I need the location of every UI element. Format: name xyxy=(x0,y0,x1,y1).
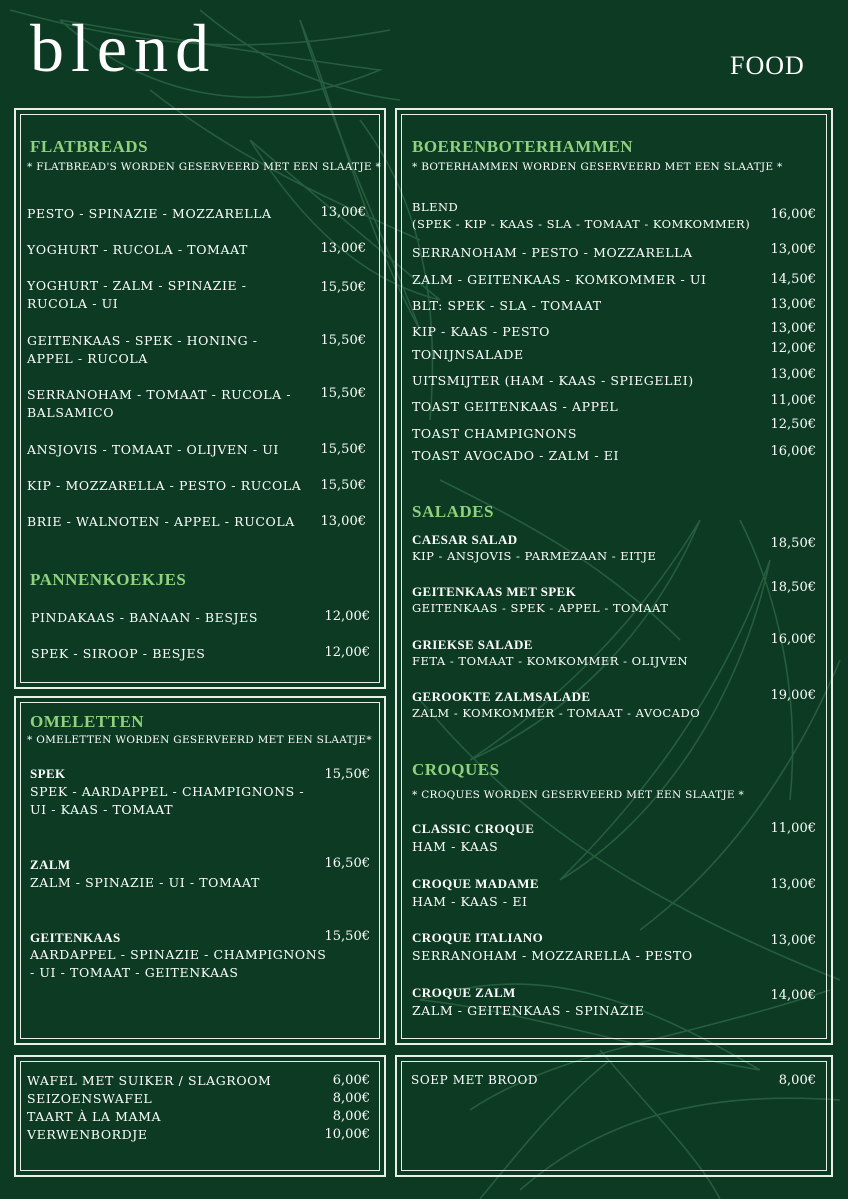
item-detail: HAM - KAAS - EI xyxy=(412,894,528,909)
price: 12,00€ xyxy=(324,609,370,624)
price: 13,00€ xyxy=(770,367,816,382)
price: 15,50€ xyxy=(324,767,370,782)
price: 19,00€ xyxy=(770,688,816,703)
item-detail: KIP - ANSJOVIS - PARMEZAAN - EITJE xyxy=(412,549,657,563)
price: 12,50€ xyxy=(770,417,816,432)
price: 10,00€ xyxy=(324,1127,370,1142)
section-title: FOOD xyxy=(730,51,805,80)
list-item: YOGHURT - ZALM - SPINAZIE - xyxy=(27,278,247,293)
list-item: TOAST CHAMPIGNONS xyxy=(412,426,577,441)
list-item: SERRANOHAM - PESTO - MOZZARELLA xyxy=(412,245,693,260)
price: 14,50€ xyxy=(770,272,816,287)
price: 14,00€ xyxy=(770,988,816,1003)
list-item: TOAST GEITENKAAS - APPEL xyxy=(412,399,619,414)
croques-heading: CROQUES xyxy=(412,760,500,779)
item-detail: (SPEK - KIP - KAAS - SLA - TOMAAT - KOMKOMMER) xyxy=(412,217,751,231)
list-item: APPEL - RUCOLA xyxy=(27,351,148,366)
list-item: TOAST AVOCADO - ZALM - EI xyxy=(412,448,620,463)
price: 11,00€ xyxy=(770,393,816,408)
item-detail: ZALM - GEITENKAAS - SPINAZIE xyxy=(412,1003,645,1018)
price: 12,00€ xyxy=(770,341,816,356)
price: 16,00€ xyxy=(770,207,816,222)
flatbreads-note: * FLATBREAD'S WORDEN GESERVEERD MET EEN SLAATJE * xyxy=(27,161,382,173)
flatbreads-heading: FLATBREADS xyxy=(30,137,149,156)
price: 13,00€ xyxy=(320,241,366,256)
list-item: GEITENKAAS - SPEK - HONING - xyxy=(27,333,258,348)
boterhammen-heading: BOERENBOTERHAMMEN xyxy=(412,137,634,156)
price: 16,50€ xyxy=(324,856,370,871)
price: 13,00€ xyxy=(770,877,816,892)
salades-heading: SALADES xyxy=(412,502,494,521)
price: 13,00€ xyxy=(770,321,816,336)
list-item: PINDAKAAS - BANAAN - BESJES xyxy=(31,610,259,625)
item-detail: FETA - TOMAAT - KOMKOMMER - OLIJVEN xyxy=(412,654,689,668)
list-item: RUCOLA - UI xyxy=(27,296,119,311)
item-title: CLASSIC CROQUE xyxy=(412,821,535,836)
price: 16,00€ xyxy=(770,632,816,647)
list-item: BRIE - WALNOTEN - APPEL - RUCOLA xyxy=(27,514,295,529)
item-title: SPEK xyxy=(30,766,66,781)
list-item: PESTO - SPINAZIE - MOZZARELLA xyxy=(27,206,272,221)
item-detail: ZALM - SPINAZIE - UI - TOMAAT xyxy=(30,875,260,890)
price: 16,00€ xyxy=(770,444,816,459)
price: 13,00€ xyxy=(770,933,816,948)
item-title: ZALM xyxy=(30,857,71,872)
price: 13,00€ xyxy=(770,242,816,257)
item-title: CROQUE MADAME xyxy=(412,876,539,891)
item-title: GEITENKAAS xyxy=(30,930,121,945)
list-item: WAFEL MET SUIKER / SLAGROOM xyxy=(27,1073,272,1088)
pannenkoekjes-heading: PANNENKOEKJES xyxy=(30,570,187,589)
item-title: CROQUE ZALM xyxy=(412,985,516,1000)
list-item: ZALM - GEITENKAAS - KOMKOMMER - UI xyxy=(412,272,707,287)
price: 15,50€ xyxy=(320,386,366,401)
list-item: KIP - KAAS - PESTO xyxy=(412,324,550,339)
price: 15,50€ xyxy=(320,280,366,295)
item-title: GEROOKTE ZALMSALADE xyxy=(412,689,591,704)
item-detail: HAM - KAAS xyxy=(412,839,499,854)
croques-note: * CROQUES WORDEN GESERVEERD MET EEN SLAATJE * xyxy=(412,789,745,801)
price: 13,00€ xyxy=(770,297,816,312)
brand-logo: blend xyxy=(30,10,217,86)
item-detail: UI - KAAS - TOMAAT xyxy=(30,802,174,817)
item-title: GEITENKAAS MET SPEK xyxy=(412,584,577,599)
list-item: TONIJNSALADE xyxy=(412,347,524,362)
price: 18,50€ xyxy=(770,536,816,551)
list-item: YOGHURT - RUCOLA - TOMAAT xyxy=(27,242,248,257)
list-item: SEIZOENSWAFEL xyxy=(27,1091,153,1106)
list-item: BALSAMICO xyxy=(27,405,115,420)
list-item: BLEND xyxy=(412,200,459,214)
price: 8,00€ xyxy=(332,1109,370,1124)
list-item: TAART À LA MAMA xyxy=(27,1109,162,1124)
list-item: VERWENBORDJE xyxy=(27,1127,148,1142)
item-detail: - UI - TOMAAT - GEITENKAAS xyxy=(30,965,239,980)
list-item: SPEK - SIROOP - BESJES xyxy=(31,646,206,661)
list-item: ANSJOVIS - TOMAAT - OLIJVEN - UI xyxy=(27,442,279,457)
omeletten-heading: OMELETTEN xyxy=(30,712,145,731)
item-title: GRIEKSE SALADE xyxy=(412,637,533,652)
price: 15,50€ xyxy=(320,478,366,493)
price: 15,50€ xyxy=(324,929,370,944)
price: 8,00€ xyxy=(778,1073,816,1088)
item-title: CROQUE ITALIANO xyxy=(412,930,544,945)
item-detail: SERRANOHAM - MOZZARELLA - PESTO xyxy=(412,948,693,963)
item-title: CAESAR SALAD xyxy=(412,532,518,547)
list-item: KIP - MOZZARELLA - PESTO - RUCOLA xyxy=(27,478,302,493)
item-detail: AARDAPPEL - SPINAZIE - CHAMPIGNONS xyxy=(30,947,327,962)
price: 18,50€ xyxy=(770,580,816,595)
price: 8,00€ xyxy=(332,1091,370,1106)
price: 12,00€ xyxy=(324,645,370,660)
list-item: BLT: SPEK - SLA - TOMAAT xyxy=(412,298,602,313)
item-detail: SPEK - AARDAPPEL - CHAMPIGNONS - xyxy=(30,784,305,799)
price: 13,00€ xyxy=(320,514,366,529)
omeletten-note: * OMELETTEN WORDEN GESERVEERD MET EEN SLAATJE* xyxy=(27,734,372,746)
item-detail: ZALM - KOMKOMMER - TOMAAT - AVOCADO xyxy=(412,706,701,720)
list-item: SERRANOHAM - TOMAAT - RUCOLA - xyxy=(27,387,292,402)
price: 15,50€ xyxy=(320,442,366,457)
soep-item: SOEP MET BROOD xyxy=(411,1073,539,1087)
price: 6,00€ xyxy=(332,1073,370,1088)
item-detail: GEITENKAAS - SPEK - APPEL - TOMAAT xyxy=(412,601,669,615)
list-item: UITSMIJTER (HAM - KAAS - SPIEGELEI) xyxy=(412,373,694,388)
price: 13,00€ xyxy=(320,205,366,220)
boterhammen-note: * BOTERHAMMEN WORDEN GESERVEERD MET EEN SLAATJE * xyxy=(412,161,783,173)
price: 15,50€ xyxy=(320,333,366,348)
price: 11,00€ xyxy=(770,821,816,836)
